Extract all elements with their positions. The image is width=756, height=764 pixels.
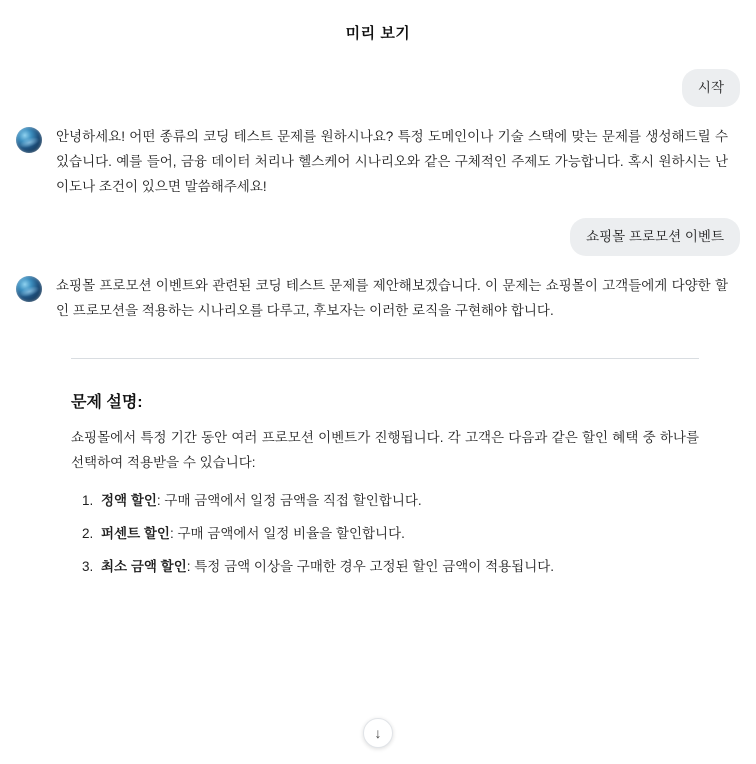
list-item-desc: : 구매 금액에서 일정 비율을 할인합니다.	[169, 525, 405, 541]
list-item-term: 퍼센트 할인	[101, 525, 170, 541]
list-item	[97, 488, 699, 514]
list-item-term: 정액 할인	[101, 493, 157, 509]
list-item	[97, 521, 699, 547]
user-message-bubble: 시작	[682, 69, 740, 107]
chat-thread	[16, 69, 740, 324]
problem-item-list	[71, 488, 699, 579]
assistant-avatar-icon	[16, 276, 42, 302]
assistant-message-text: 안녕하세요! 어떤 종류의 코딩 테스트 문제를 원하시나요? 특정 도메인이나 기술 스택에 맞는 문제를 생성해드릴 수 있습니다. 예를 들어, 금융 데이터 처리나 헬스케어 시나리오와 같은 구체적인 주제도 가능합니다. 혹시 원하시는 난이도나 조건이 있으면 말씀해주세요!	[56, 129, 728, 195]
scroll-down-button[interactable]	[363, 718, 393, 748]
page-title: 미리 보기	[345, 25, 411, 42]
list-item-term: 최소 금액 할인	[101, 558, 187, 574]
list-item-desc: : 구매 금액에서 일정 금액을 직접 할인합니다.	[156, 493, 422, 509]
problem-section	[71, 389, 699, 579]
message-row-assistant	[16, 125, 740, 200]
problem-heading: 문제 설명:	[71, 394, 143, 412]
assistant-message-text: 쇼핑몰 프로모션 이벤트와 관련된 코딩 테스트 문제를 제안해보겠습니다. 이 문제는 쇼핑몰이 고객들에게 다양한 할인 프로모션을 적용하는 시나리오를 다루고, 후보자는 이러한 로직을 구현해야 합니다.	[56, 278, 728, 319]
assistant-avatar-icon	[16, 127, 42, 153]
message-row-user	[16, 218, 740, 256]
list-item-desc: : 특정 금액 이상을 구매한 경우 고정된 할인 금액이 적용됩니다.	[186, 558, 555, 574]
message-row-user	[16, 69, 740, 107]
list-item	[97, 554, 699, 580]
problem-intro: 쇼핑몰에서 특정 기간 동안 여러 프로모션 이벤트가 진행됩니다. 각 고객은 다음과 같은 할인 혜택 중 하나를 선택하여 적용받을 수 있습니다:	[71, 430, 699, 471]
user-message-bubble: 쇼핑몰 프로모션 이벤트	[570, 218, 740, 256]
content-divider	[71, 358, 699, 359]
arrow-down-icon: ↓	[374, 725, 382, 741]
message-row-assistant	[16, 274, 740, 324]
